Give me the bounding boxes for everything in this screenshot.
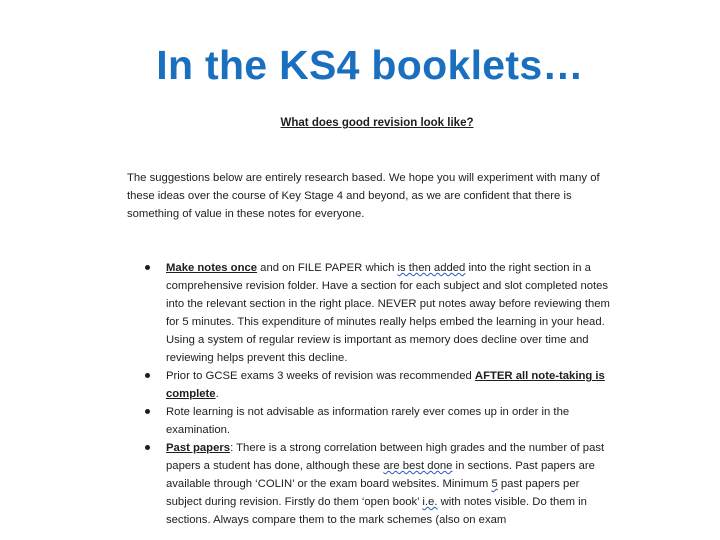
tip-lead: Past papers bbox=[166, 442, 231, 454]
tip-text: Rote learning is not advisable as information rarely ever comes up in order in the examination. bbox=[166, 406, 570, 436]
tip-text: : There is a strong correlation between high grades and the number of past papers a student has done, although these bbox=[166, 442, 605, 472]
intro-paragraph: The suggestions below are entirely research based. We hope you will experiment with many of these ideas over the course of Key Stage 4 and beyond, as we are confident that there is something of value in these notes for everyone. bbox=[127, 172, 600, 220]
bullet-icon bbox=[145, 373, 150, 378]
document-heading: What does good revision look like? bbox=[280, 117, 474, 129]
tip-text: and on FILE PAPER which bbox=[257, 262, 398, 274]
document-excerpt bbox=[127, 115, 617, 540]
slide-title: In the KS4 booklets… bbox=[156, 42, 584, 88]
tip-text: Prior to GCSE exams 3 weeks of revision was recommended bbox=[166, 370, 475, 382]
list-item bbox=[127, 259, 617, 367]
tip-text-flagged: 5 bbox=[491, 478, 498, 490]
tip-text-flagged: are best done bbox=[383, 460, 453, 472]
bullet-icon bbox=[145, 445, 150, 450]
tip-text: past papers per subject during revision. Firstly do them ‘open book’ bbox=[166, 478, 580, 508]
tip-text-flagged: is then added bbox=[397, 262, 466, 274]
list-item bbox=[127, 439, 617, 529]
revision-tips-list bbox=[127, 259, 617, 529]
tip-emphasis: AFTER all note-taking is complete bbox=[166, 370, 605, 400]
tip-text: in sections. Past papers are available through ‘COLIN’ or the exam board websites. Minimum bbox=[166, 460, 595, 490]
tip-text-flagged: i.e. bbox=[422, 496, 438, 508]
bullet-icon bbox=[145, 265, 150, 270]
tip-text: into the right section in a comprehensive revision folder. Have a section for each subject and slot completed notes into the relevant section in the right place. NEVER put notes away before reviewing them for 5 minutes. This expenditure of minutes really helps embed the learning in your head. Using a system of regular review is important as memory does decline over time and reviewing helps prevent this decline. bbox=[166, 262, 610, 364]
list-item bbox=[127, 403, 617, 439]
tip-text: with notes visible. Do them in sections. Always compare them to the mark schemes (also on exam bbox=[166, 496, 587, 526]
tip-text: . bbox=[215, 388, 219, 400]
tip-lead: Make notes once bbox=[166, 262, 258, 274]
bullet-icon bbox=[145, 409, 150, 414]
list-item bbox=[127, 367, 617, 403]
